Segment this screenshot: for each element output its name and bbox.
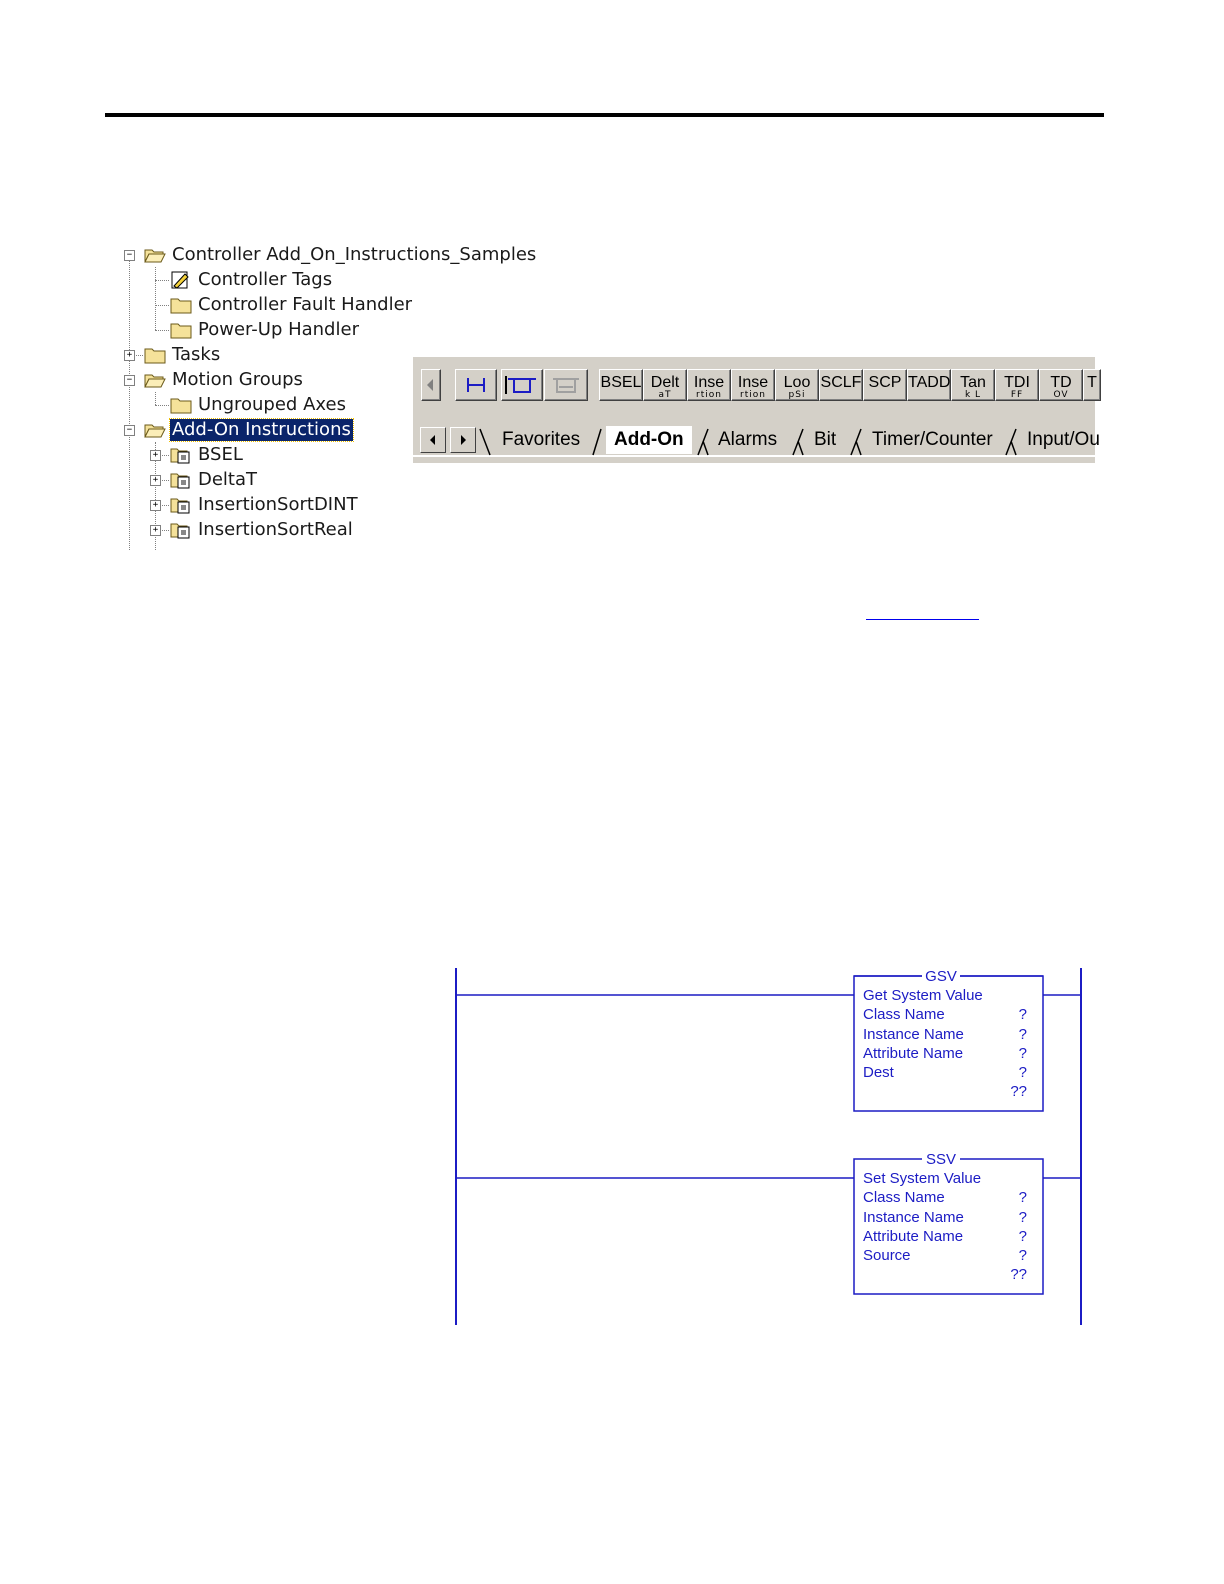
tree-node-add-on-instructions[interactable] (144, 418, 353, 442)
collapse-controller-toggle[interactable]: − (124, 250, 135, 261)
arrow-right-icon (451, 428, 475, 452)
add-on-instruction-icon (170, 471, 192, 489)
ungrouped-axes-label: Ungrouped Axes (198, 394, 346, 415)
aoi-button-11[interactable] (1083, 369, 1101, 401)
tab-alarms[interactable]: Alarms (718, 429, 778, 450)
aoi-button-label: TADD (908, 374, 951, 391)
gsv-title: Get System Value (863, 987, 983, 1004)
aoi-button-7[interactable] (907, 369, 951, 401)
folder-icon (144, 346, 166, 364)
tree-node-powerup-handler[interactable] (170, 318, 361, 342)
ssv-param-value[interactable]: ? (1018, 1209, 1027, 1226)
tree-node-aoi-deltat[interactable] (170, 468, 259, 492)
aoi-button-1[interactable]: Delt aT (643, 369, 687, 401)
aoi-button-0[interactable] (599, 369, 643, 401)
aoi-button-10[interactable]: TD OV (1039, 369, 1083, 401)
aoi-button-label: SCLF (820, 374, 862, 391)
tree-node-aoi-bsel[interactable] (170, 443, 245, 467)
tree-node-controller[interactable] (144, 243, 538, 267)
add-on-instruction-icon (170, 446, 192, 464)
gsv-dest-value: ?? (1010, 1083, 1027, 1100)
tab-separator-icon (591, 427, 605, 455)
tree-node-controller-tags[interactable] (170, 268, 334, 292)
gsv-mnemonic: GSV (925, 968, 957, 985)
ssv-title: Set System Value (863, 1170, 982, 1187)
open-folder-icon (144, 371, 166, 389)
branch-level-button[interactable] (544, 369, 588, 401)
gsv-rung[interactable] (456, 968, 1081, 1111)
powerup-handler-label: Power-Up Handler (198, 319, 359, 340)
tab-scroll-left-button[interactable] (420, 427, 446, 453)
aoi-button-2[interactable]: Inse rtion (687, 369, 731, 401)
folder-icon (170, 321, 192, 339)
controller-label: Controller Add_On_Instructions_Samples (172, 244, 537, 265)
ssv-param-name: Source (863, 1247, 911, 1264)
branch-button[interactable] (501, 369, 543, 401)
add-on-instructions-label: Add-On Instructions (172, 419, 351, 440)
aoi-button-label: Inse (693, 374, 725, 391)
rung-button[interactable] (455, 369, 497, 401)
tab-separator-icon (478, 427, 492, 455)
rung-icon (456, 370, 496, 400)
gsv-param-name: Attribute Name (863, 1045, 964, 1062)
tab-scroll-right-button[interactable] (450, 427, 476, 453)
expand-insertionsortreal-toggle[interactable]: + (150, 525, 161, 536)
ssv-source-value: ?? (1010, 1266, 1027, 1283)
expand-bsel-toggle[interactable]: + (150, 450, 161, 461)
controller-tags-label: Controller Tags (198, 269, 333, 290)
gsv-param-value[interactable]: ? (1018, 1006, 1027, 1023)
motion-groups-label: Motion Groups (172, 369, 303, 390)
aoi-button-8[interactable]: Tan k L (951, 369, 995, 401)
tab-timer-counter[interactable]: Timer/Counter (872, 429, 993, 450)
aoi-item-label: DeltaT (198, 469, 258, 490)
gsv-param-value[interactable]: ? (1018, 1045, 1027, 1062)
ladder-diagram (440, 960, 1100, 1330)
ssv-param-name: Instance Name (863, 1209, 964, 1226)
fault-handler-label: Controller Fault Handler (198, 294, 413, 315)
tags-edit-icon (170, 271, 192, 289)
aoi-button-label: TDI (1004, 374, 1030, 391)
gsv-param-value[interactable]: ? (1018, 1026, 1027, 1043)
aoi-button-label: TD (1050, 374, 1072, 391)
tab-separator-icon (849, 427, 863, 455)
branch-icon (502, 370, 542, 400)
tasks-label: Tasks (172, 344, 221, 365)
arrow-left-icon (421, 428, 445, 452)
aoi-button-label: Loo (783, 374, 811, 391)
tree-node-aoi-insertionsortdint[interactable] (170, 493, 360, 517)
tab-separator-icon (696, 427, 710, 455)
instruction-button-row (413, 367, 1095, 403)
aoi-button-label: Inse (737, 374, 769, 391)
tree-node-motion-groups[interactable] (144, 368, 305, 392)
tree-node-fault-handler[interactable] (170, 293, 414, 317)
branch-level-icon (545, 370, 587, 400)
gsv-param-name: Class Name (863, 1006, 945, 1023)
tab-bit[interactable]: Bit (814, 429, 837, 450)
collapse-aoi-toggle[interactable]: − (124, 425, 135, 436)
tree-node-tasks[interactable] (144, 343, 222, 367)
aoi-button-6[interactable] (863, 369, 907, 401)
folder-icon (170, 396, 192, 414)
ssv-mnemonic: SSV (925, 1151, 957, 1168)
aoi-item-label: InsertionSortReal (198, 519, 353, 540)
aoi-item-label: InsertionSortDINT (198, 494, 358, 515)
open-folder-icon (144, 246, 166, 264)
add-on-instruction-icon (170, 496, 192, 514)
page-top-rule (105, 113, 1104, 117)
tree-node-ungrouped-axes[interactable] (170, 393, 348, 417)
gsv-param-name: Instance Name (863, 1026, 964, 1043)
folder-icon (170, 296, 192, 314)
tab-input-output[interactable]: Input/Ou (1027, 429, 1100, 450)
aoi-button-9[interactable]: TDI FF (995, 369, 1039, 401)
tab-favorites[interactable]: Favorites (502, 429, 581, 450)
tab-separator-icon (1004, 427, 1018, 455)
aoi-button-4[interactable]: Loo pSi (775, 369, 819, 401)
aoi-button-label: Tan (960, 374, 986, 391)
hyperlink-underline[interactable] (866, 619, 979, 620)
aoi-button-label: BSEL (600, 374, 642, 391)
ssv-param-name: Class Name (863, 1189, 945, 1206)
collapse-motion-groups-toggle[interactable]: − (124, 375, 135, 386)
add-on-instruction-icon (170, 521, 192, 539)
gsv-param-value[interactable]: ? (1018, 1064, 1027, 1081)
gsv-param-name: Dest (863, 1064, 894, 1081)
ssv-param-value[interactable]: ? (1018, 1189, 1027, 1206)
aoi-button-5[interactable] (819, 369, 863, 401)
aoi-item-label: BSEL (198, 444, 243, 465)
ssv-rung[interactable] (456, 1151, 1081, 1294)
ssv-param-value[interactable]: ? (1018, 1228, 1027, 1245)
expand-deltat-toggle[interactable]: + (150, 475, 161, 486)
expand-insertionsortdint-toggle[interactable]: + (150, 500, 161, 511)
tab-separator-icon (791, 427, 805, 455)
aoi-button-3[interactable]: Inse rtion (731, 369, 775, 401)
ssv-param-value[interactable]: ? (1018, 1247, 1027, 1264)
expand-tasks-toggle[interactable]: + (124, 350, 135, 361)
aoi-button-label: Delt (650, 374, 680, 391)
instruction-toolbar (413, 357, 1100, 463)
instruction-tab-row (413, 423, 1100, 457)
arrow-left-icon (422, 370, 440, 400)
aoi-button-label: T (1087, 374, 1097, 391)
tab-add-on[interactable]: Add-On (606, 426, 692, 454)
ssv-param-name: Attribute Name (863, 1228, 964, 1245)
scroll-left-button[interactable] (421, 369, 441, 401)
tree-node-aoi-insertionsortreal[interactable] (170, 518, 355, 542)
open-folder-icon (144, 421, 166, 439)
aoi-button-label: SCP (868, 374, 902, 391)
